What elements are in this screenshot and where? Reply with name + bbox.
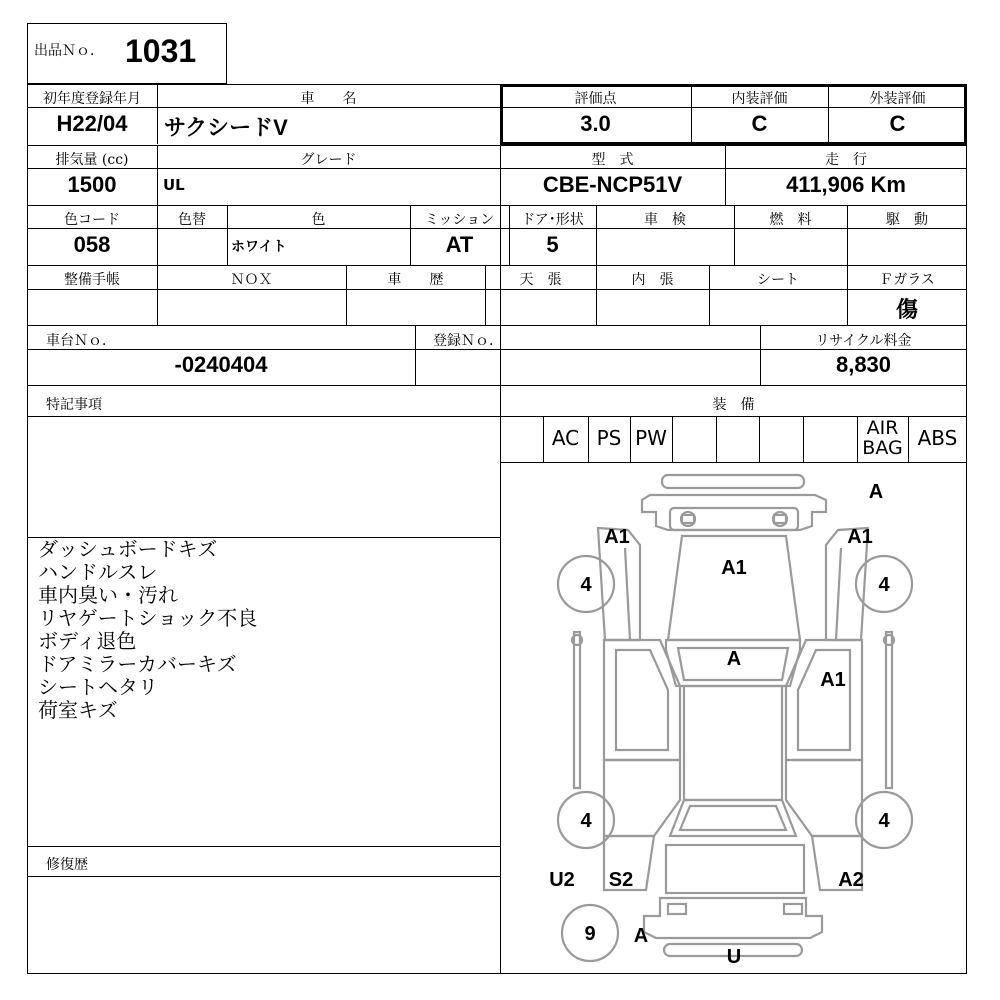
score-label: 評価点 [574,91,617,107]
mark-left-rear-panel: S2 [608,869,634,891]
equip-abs: ABS [917,426,958,450]
mission-label: ミッション [424,212,495,228]
drive-label: 駆 動 [886,212,928,228]
first-reg-label: 初年度登録年月 [43,91,141,107]
note-line-6: ドアミラーカバーキズ [38,652,237,676]
fuel-label: 燃 料 [769,212,812,228]
mark-spare-tire: 9 [584,923,596,945]
glass-value: 傷 [895,297,918,322]
note-line-7: シートヘタリ [38,675,158,699]
equipment-label: 装 備 [712,397,755,413]
color-code-label: 色コード [64,212,120,228]
lot-number-label: 出品Ｎｏ． [34,43,104,59]
equip-ac: AC [551,426,580,450]
mileage-label: 走 行 [825,152,867,168]
service-label: 整備手帳 [64,272,120,288]
note-line-2: ハンドルスレ [38,560,158,584]
reg-no-label: 登録Ｎｏ． [433,333,503,349]
hood [668,536,800,640]
roof [684,686,782,800]
color-value: ホワイト [231,239,287,255]
right-rear-door [786,760,862,836]
mark-rear-bumper: U [726,946,742,968]
door-label: ドア･形状 [521,212,584,228]
door-value: 5 [546,232,559,257]
mark-left-front-tire: 4 [580,574,592,596]
equip-pw: PW [635,426,667,450]
color-label: 色 [311,212,326,228]
note-line-5: ボディ退色 [38,629,137,653]
first-reg-value: H22/04 [56,111,128,136]
note-line-8: 荷室キズ [38,698,118,722]
seat-label: シート [757,272,799,288]
mark-left-rear-quarter: U2 [549,869,575,891]
note-line-4: リヤゲートショック不良 [38,606,258,630]
mileage-value: 411,906 Km [786,172,906,197]
mission-value: AT [445,232,474,257]
recycle-value: 8,830 [835,352,892,377]
exterior-label: 外装評価 [869,91,926,107]
mark-left-rear-tire: 4 [580,810,592,832]
exterior-value: C [889,111,906,136]
score-value: 3.0 [580,111,611,136]
interior-label: 内装評価 [731,91,788,107]
car-name-label: 車 名 [300,91,357,107]
notes-label: 特記事項 [46,397,102,413]
note-line-3: 車内臭い・汚れ [38,583,178,607]
interior-value: C [751,111,768,136]
mark-right-front-tire: 4 [878,574,890,596]
inspection-label: 車 検 [644,212,686,228]
recycle-label: リサイクル料金 [815,333,912,349]
mark-front-bumper: A [868,481,884,503]
mark-right-front-door: A1 [820,669,846,691]
color-code-value: 058 [73,232,111,257]
repair-label: 修復歴 [46,857,88,873]
displacement-value: 1500 [67,172,117,197]
equip-ps: PS [596,426,622,450]
mark-right-rear-tire: 4 [878,810,890,832]
mark-right-rear-quarter: A2 [838,869,864,891]
car-name-value: サクシードV [164,115,288,140]
mark-rear-left: A [633,925,649,947]
chassis-label: 車台Ｎｏ． [46,333,116,349]
interior-trim-label: 内 張 [631,272,674,288]
mark-hood: A1 [721,557,747,579]
repaint-label: 色替 [178,212,206,228]
history-label: 車 歴 [387,272,444,288]
mark-right-front-fender: A1 [847,526,873,548]
front-bumper-top [662,475,804,488]
glass-label: Ｆガラス [879,272,935,288]
nox-label: ＮＯＸ [230,272,273,288]
rear-gate [666,845,804,893]
model-value: CBE-NCP51V [542,172,683,197]
chassis-value: -0240404 [174,352,268,377]
model-label: 型 式 [591,152,634,168]
lot-number: 1031 [125,33,197,69]
mark-windshield: A [726,648,742,670]
left-rear-door [604,760,680,836]
mark-left-front-fender: A1 [604,526,630,548]
note-line-1: ダッシュボードキズ [38,537,218,561]
grade-value: UL [163,176,185,194]
grade-label: グレード [300,152,357,168]
displacement-label: 排気量 (cc) [55,152,129,168]
roof-label: 天 張 [519,272,562,288]
equip-airbag: AIR BAG [862,417,903,459]
